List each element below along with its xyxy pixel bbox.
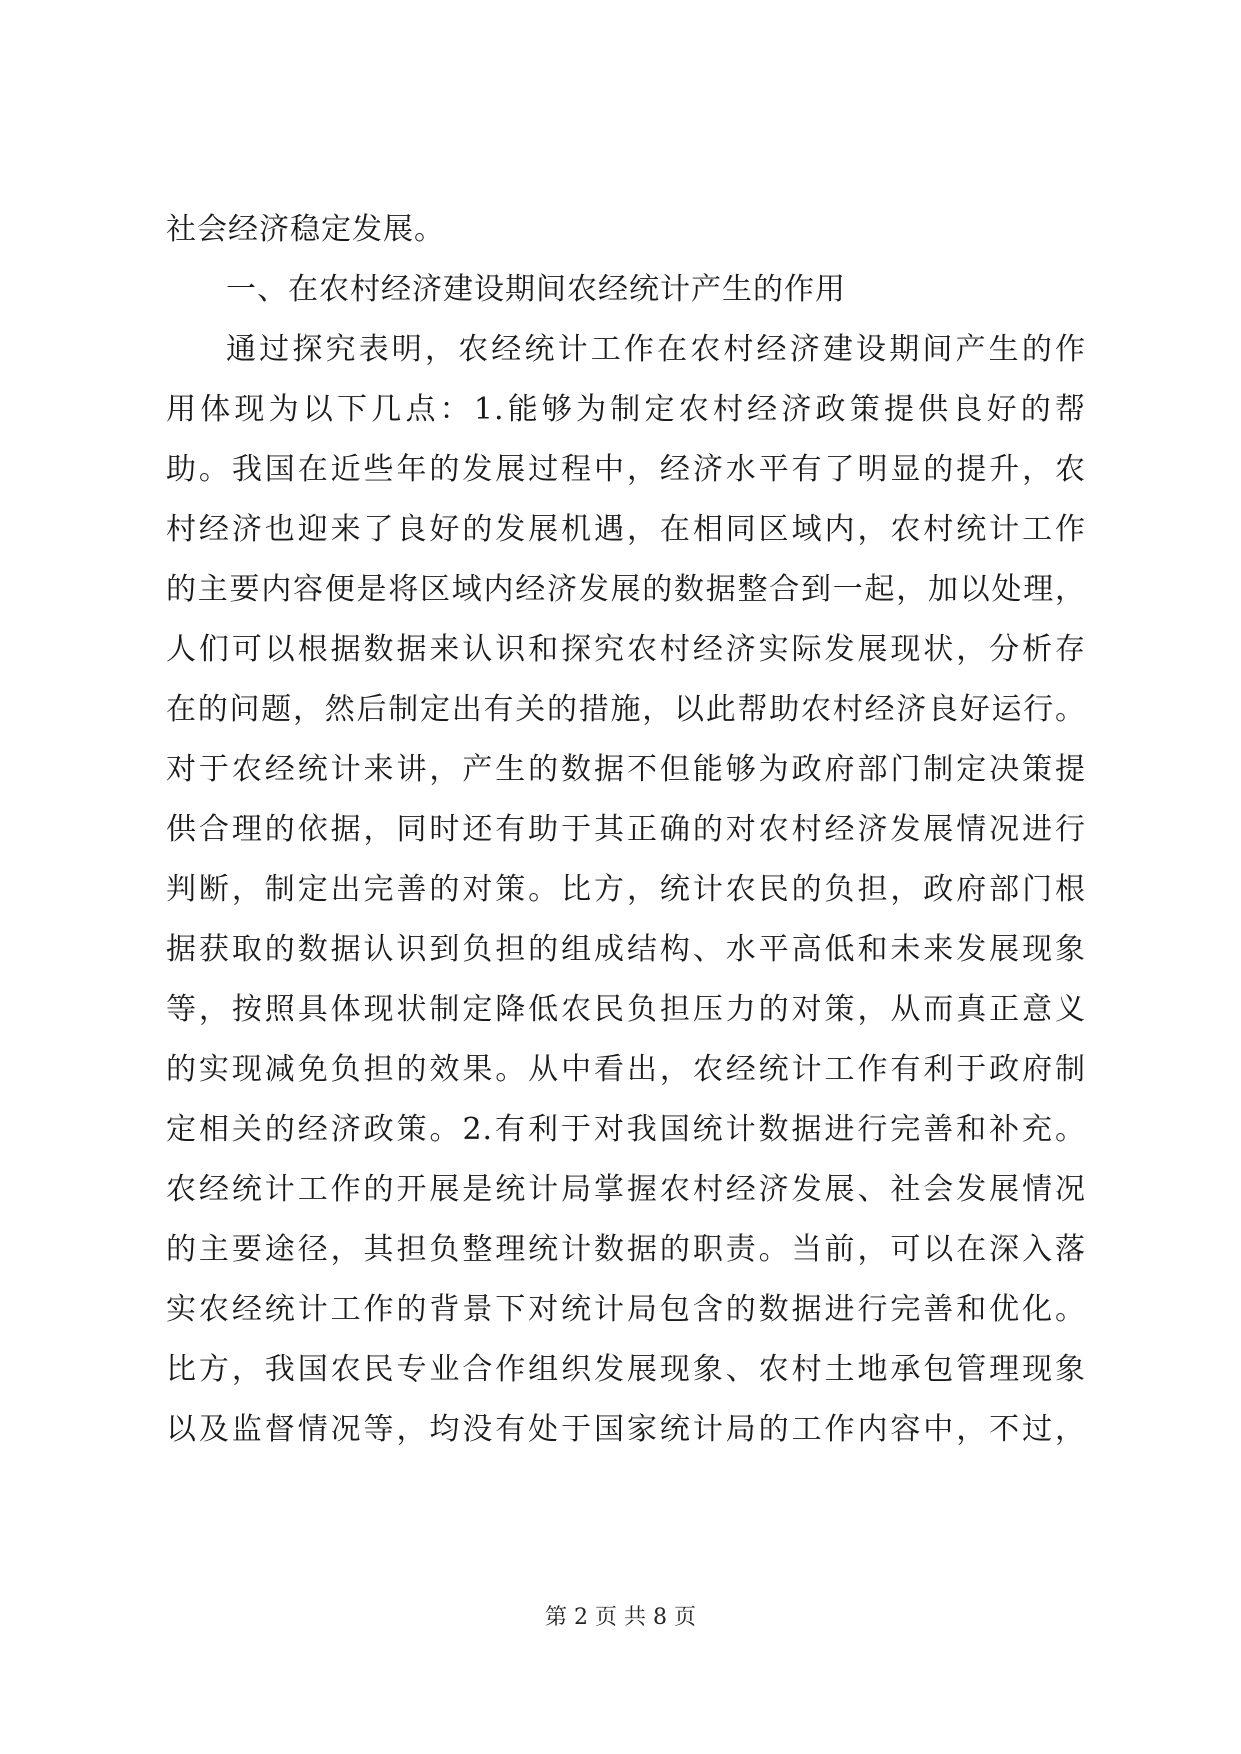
text-line: 助。我国在近些年的发展过程中，经济水平有了明显的提升，农 <box>166 452 1086 487</box>
text-line: 的实现减免负担的效果。从中看出，农经统计工作有利于政府制 <box>166 1052 1086 1087</box>
text-line: 农经统计工作的开展是统计局掌握农村经济发展、社会发展情况 <box>166 1172 1086 1207</box>
text-line: 实农经统计工作的背景下对统计局包含的数据进行完善和优化。 <box>166 1292 1086 1327</box>
text-line: 的主要内容便是将区域内经济发展的数据整合到一起，加以处理， <box>166 572 1086 607</box>
text-line: 比方，我国农民专业合作组织发展现象、农村土地承包管理现象 <box>166 1352 1086 1387</box>
text-line: 定相关的经济政策。2.有利于对我国统计数据进行完善和补充。 <box>166 1112 1086 1147</box>
text-line: 据获取的数据认识到负担的组成结构、水平高低和未来发展现象 <box>166 932 1086 967</box>
body-text <box>166 200 1086 1460</box>
text-line: 在的问题，然后制定出有关的措施，以此帮助农村经济良好运行。 <box>166 692 1086 727</box>
text-line: 用体现为以下几点：1.能够为制定农村经济政策提供良好的帮 <box>166 392 1086 427</box>
text-line: 社会经济稳定发展。 <box>166 212 445 247</box>
text-line: 以及监督情况等，均没有处于国家统计局的工作内容中，不过， <box>166 1412 1086 1447</box>
text-line: 判断，制定出完善的对策。比方，统计农民的负担，政府部门根 <box>166 872 1086 907</box>
text-line: 对于农经统计来讲，产生的数据不但能够为政府部门制定决策提 <box>166 752 1086 787</box>
text-line: 等，按照具体现状制定降低农民负担压力的对策，从而真正意义 <box>166 992 1086 1027</box>
section-heading: 一、在农村经济建设期间农经统计产生的作用 <box>226 272 846 307</box>
text-line: 村经济也迎来了良好的发展机遇，在相同区域内，农村统计工作 <box>166 512 1086 547</box>
text-line: 通过探究表明，农经统计工作在农村经济建设期间产生的作 <box>226 332 1086 367</box>
text-line: 供合理的依据，同时还有助于其正确的对农村经济发展情况进行 <box>166 812 1086 847</box>
text-line: 人们可以根据数据来认识和探究农村经济实际发展现状，分析存 <box>166 632 1086 667</box>
page-number-footer: 第 2 页 共 8 页 <box>545 1605 696 1630</box>
text-line: 的主要途径，其担负整理统计数据的职责。当前，可以在深入落 <box>166 1232 1086 1267</box>
